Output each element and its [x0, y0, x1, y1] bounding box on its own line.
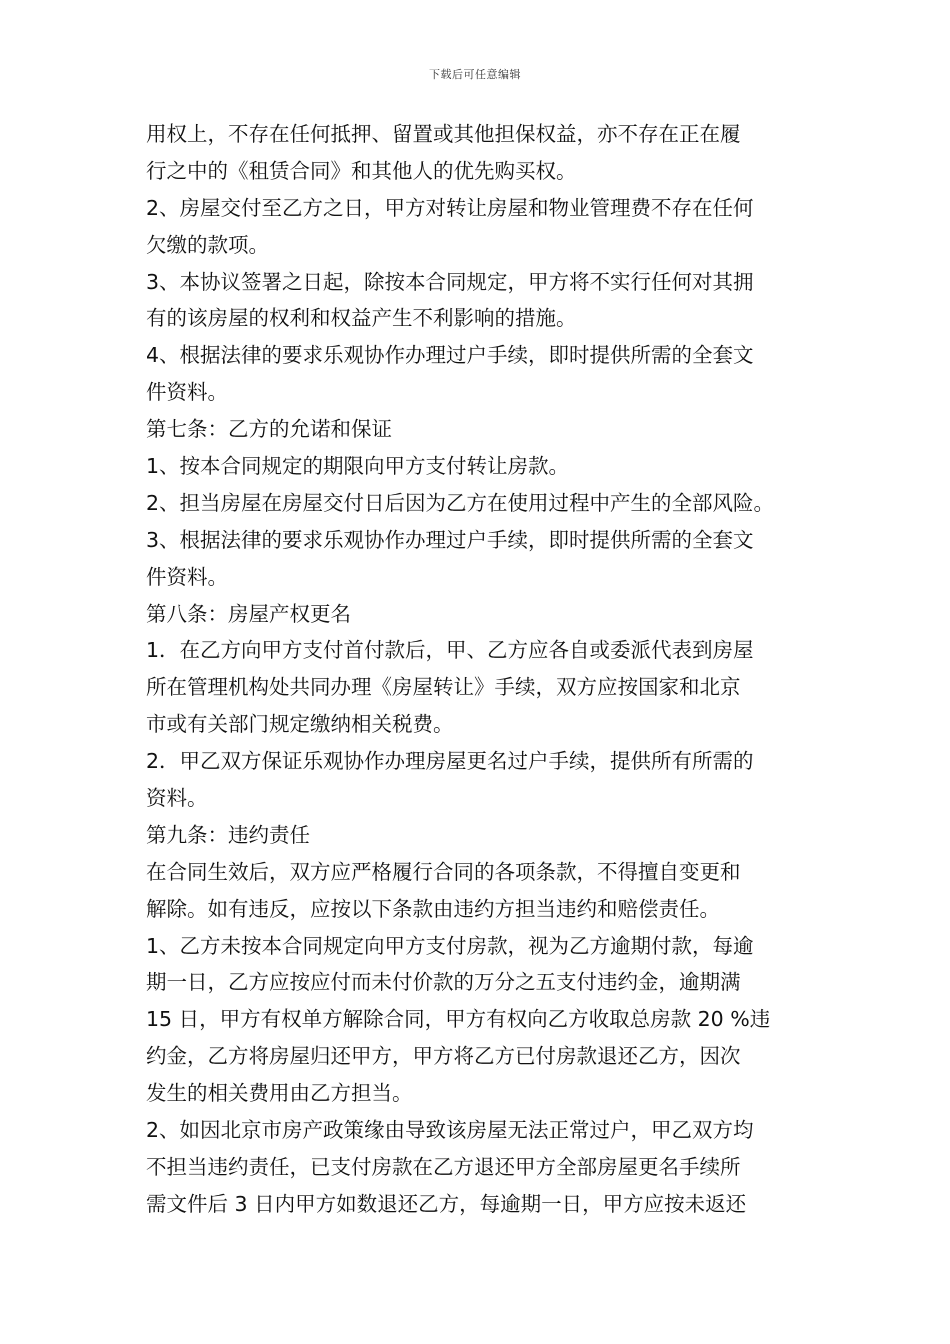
text-line: 1．在乙方向甲方支付首付款后，甲、乙方应各自或委派代表到房屋 — [146, 638, 754, 663]
text-line: 1、乙方未按本合同规定向甲方支付房款，视为乙方逾期付款，每逾 — [146, 933, 754, 958]
text-line: 有的该房屋的权利和权益产生不利影响的措施。 — [146, 306, 577, 331]
document-body — [146, 116, 818, 1223]
text-line: 市或有关部门规定缴纳相关税费。 — [146, 712, 454, 737]
text-line: 需文件后 3 日内甲方如数退还乙方，每逾期一日，甲方应按未返还 — [146, 1191, 747, 1216]
page-header: 下载后可任意编辑 — [429, 68, 521, 81]
text-line: 资料。 — [146, 786, 208, 811]
section-heading: 第七条：乙方的允诺和保证 — [146, 417, 392, 442]
text-line: 2、房屋交付至乙方之日，甲方对转让房屋和物业管理费不存在任何 — [146, 195, 754, 220]
text-line: 期一日，乙方应按应付而未付价款的万分之五支付违约金，逾期满 — [146, 970, 741, 995]
text-line: 发生的相关费用由乙方担当。 — [146, 1081, 413, 1106]
text-line: 3、本协议签署之日起，除按本合同规定，甲方将不实行任何对其拥 — [146, 269, 754, 294]
text-line: 件资料。 — [146, 564, 228, 589]
text-line: 2、担当房屋在房屋交付日后因为乙方在使用过程中产生的全部风险。 — [146, 490, 775, 515]
text-line: 行之中的《租赁合同》和其他人的优先购买权。 — [146, 158, 577, 183]
section-heading: 第八条：房屋产权更名 — [146, 601, 351, 626]
section-heading: 第九条：违约责任 — [146, 822, 310, 847]
text-line: 用权上，不存在任何抵押、留置或其他担保权益，亦不存在正在履 — [146, 122, 741, 146]
text-line: 2、如因北京市房产政策缘由导致该房屋无法正常过户，甲乙双方均 — [146, 1118, 754, 1143]
text-line: 解除。如有违反，应按以下条款由违约方担当违约和赔偿责任。 — [146, 896, 720, 921]
text-line: 1、按本合同规定的期限向甲方支付转让房款。 — [146, 454, 570, 479]
text-line: 4、根据法律的要求乐观协作办理过户手续，即时提供所需的全套文 — [146, 343, 754, 368]
text-line: 3、根据法律的要求乐观协作办理过户手续，即时提供所需的全套文 — [146, 527, 754, 552]
text-line: 在合同生效后，双方应严格履行合同的各项条款，不得擅自变更和 — [146, 859, 741, 884]
text-line: 2．甲乙双方保证乐观协作办理房屋更名过户手续，提供所有所需的 — [146, 749, 754, 774]
text-line: 15 日，甲方有权单方解除合同，甲方有权向乙方收取总房款 20 %违 — [146, 1007, 771, 1032]
text-line: 不担当违约责任，已支付房款在乙方退还甲方全部房屋更名手续所 — [146, 1154, 741, 1179]
text-line: 约金，乙方将房屋归还甲方，甲方将乙方已付房款退还乙方，因次 — [146, 1044, 741, 1069]
text-line: 所在管理机构处共同办理《房屋转让》手续，双方应按国家和北京 — [146, 675, 741, 700]
text-line: 件资料。 — [146, 380, 228, 405]
text-line: 欠缴的款项。 — [146, 232, 269, 257]
